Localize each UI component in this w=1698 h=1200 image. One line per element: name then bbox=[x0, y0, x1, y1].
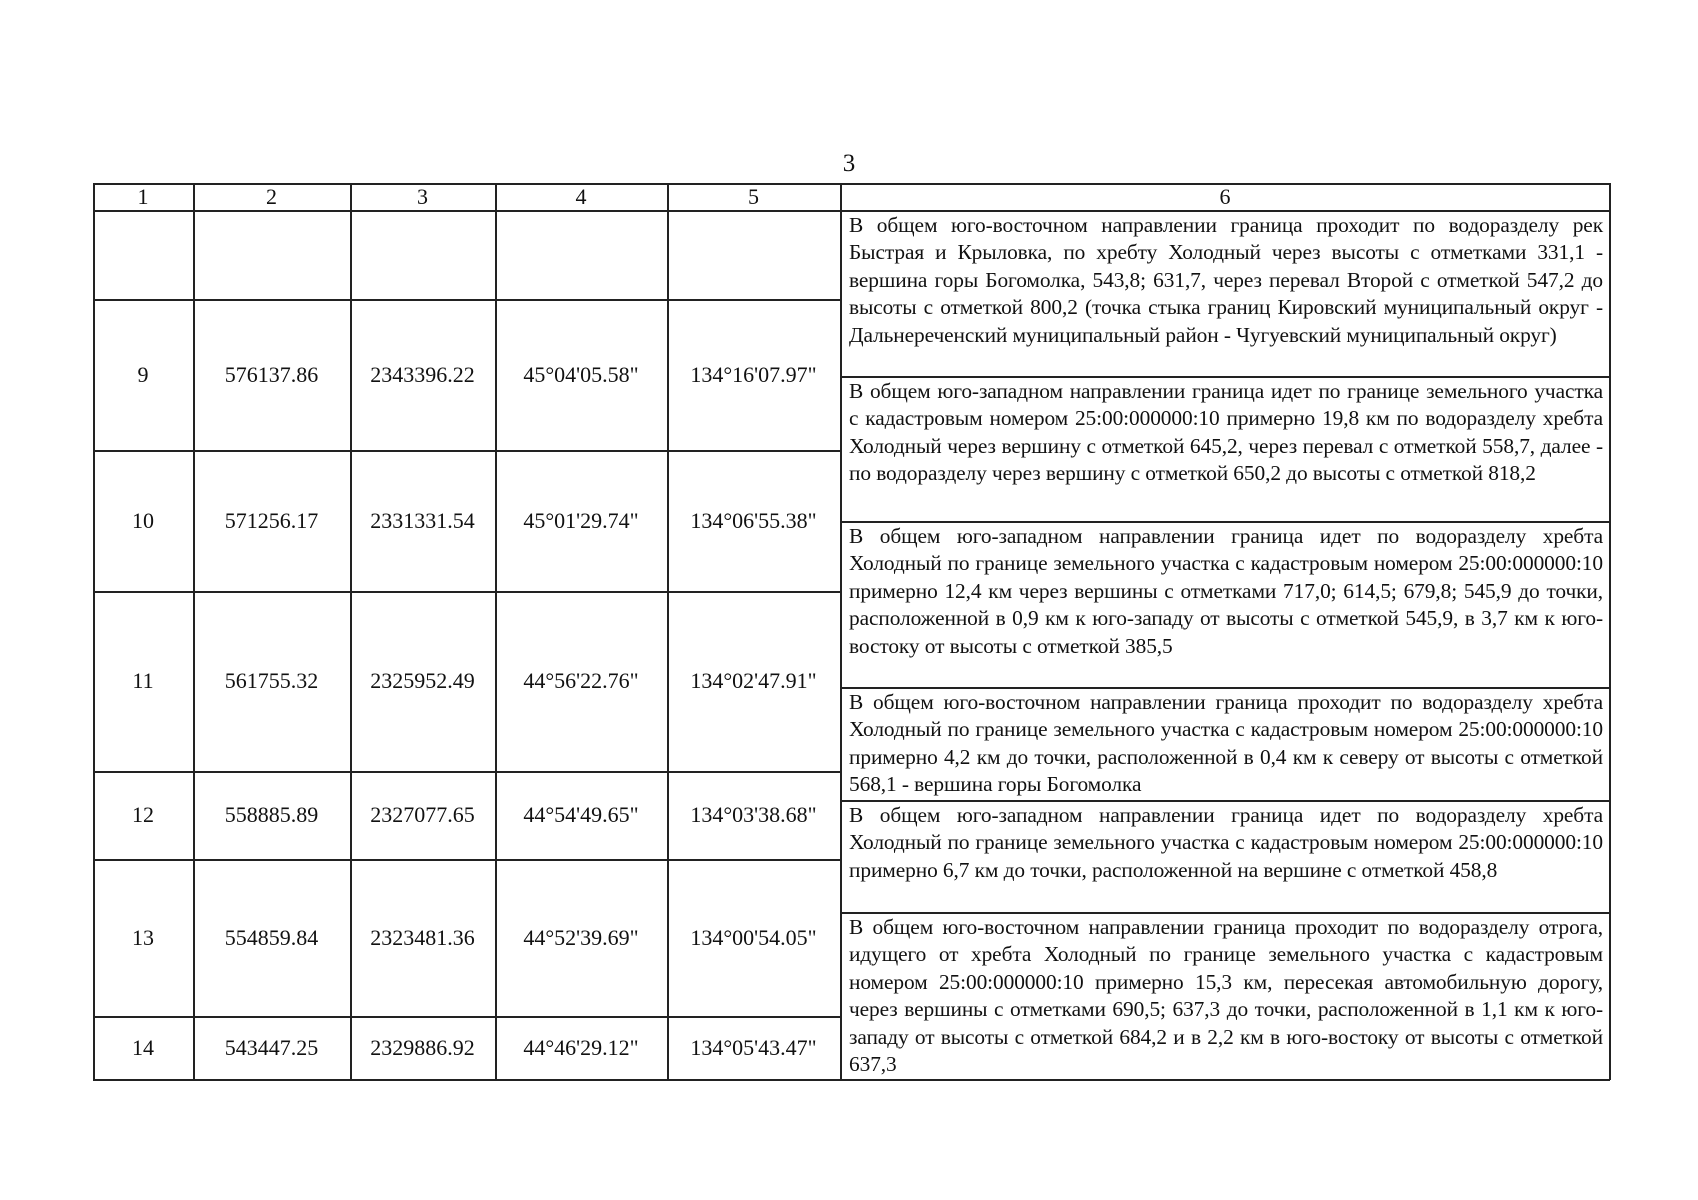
coord-x: 571256.17 bbox=[224, 507, 319, 533]
header-col-3: 3 bbox=[417, 183, 428, 209]
coord-y: 2325952.49 bbox=[370, 668, 475, 693]
longitude: 134°06'55.38" bbox=[690, 507, 817, 533]
coord-x: 554859.84 bbox=[224, 924, 319, 950]
boundary-description: В общем юго-восточном направлении граница проходит по водоразделу хребта Холодный по границе земельного участка с кадастровым номером 25:00:000000:10 примерно 4,2 км до точки, расположенной в 0,4 км к северу от высоты с отметкой 568,1 - вершина горы Богомолка bbox=[849, 690, 1603, 797]
latitude: 44°52'39.69" bbox=[523, 924, 639, 950]
point-number: 10 bbox=[132, 507, 154, 533]
header-col-6: 6 bbox=[1219, 183, 1231, 209]
coord-y: 2331331.54 bbox=[370, 507, 475, 533]
boundary-description: В общем юго-западном направлении граница идет по водоразделу хребта Холодный по границе земельного участка с кадастровым номером 25:00:000000:10 примерно 6,7 км до точки, расположенной на вершине с отметкой 458,8 bbox=[849, 803, 1603, 882]
longitude: 134°00'54.05" bbox=[690, 924, 817, 950]
coord-y: 2327077.65 bbox=[370, 802, 475, 827]
point-number: 11 bbox=[132, 668, 154, 693]
longitude: 134°05'43.47" bbox=[690, 1034, 817, 1060]
header-col-1: 1 bbox=[137, 183, 149, 209]
coord-y: 2343396.22 bbox=[370, 361, 475, 387]
header-col-4: 4 bbox=[575, 183, 587, 209]
point-number: 13 bbox=[132, 924, 154, 950]
coord-x: 558885.89 bbox=[224, 802, 319, 827]
coord-y: 2329886.92 bbox=[370, 1034, 475, 1060]
header-col-5: 5 bbox=[748, 183, 759, 209]
latitude: 44°46'29.12" bbox=[523, 1034, 639, 1060]
boundary-description: В общем юго-восточном направлении граница проходит по водоразделу рек Быстрая и Крыловка, по хребту Холодный через высоты с отметками 331,1 - вершина горы Богомолка, 543,8; 631,7, через перевал Второй с отметкой 547,2 до высоты с отметкой 800,2 (точка стыка границ Кировский муниципальный округ - Дальнереченский муниципальный район - Чугуевский муниципальный округ) bbox=[849, 213, 1603, 347]
coord-x: 576137.86 bbox=[224, 361, 319, 387]
latitude: 44°54'49.65" bbox=[523, 802, 639, 827]
point-number: 12 bbox=[132, 802, 154, 827]
boundary-description: В общем юго-западном направлении граница идет по водоразделу хребта Холодный по границе земельного участка с кадастровым номером 25:00:000000:10 примерно 12,4 км через вершины с отметками 717,0; 614,5; 679,8; 545,9 до точки, расположенной в 0,9 км к юго-западу от высоты с отметкой 545,9, в 3,7 км к юго-востоку от высоты с отметкой 385,5 bbox=[849, 524, 1603, 658]
coord-x: 561755.32 bbox=[224, 668, 319, 693]
point-number: 9 bbox=[137, 361, 149, 387]
coord-x: 543447.25 bbox=[224, 1034, 319, 1060]
latitude: 44°56'22.76" bbox=[523, 668, 639, 693]
longitude: 134°16'07.97" bbox=[690, 361, 817, 387]
latitude: 45°01'29.74" bbox=[523, 507, 639, 533]
boundary-points-table bbox=[93, 183, 1610, 1080]
boundary-description: В общем юго-восточном направлении граница проходит по водоразделу отрога, идущего от хребта Холодный по границе земельного участка с кадастровым номером 25:00:000000:10 примерно 15,3 км, пересекая автомобильную дорогу, через вершины с отметками 690,5; 637,3 до точки, расположенной в 1,1 км к юго-западу от высоты с отметкой 684,2 и в 2,2 км в юго-востоку от высоты с отметкой 637,3 bbox=[849, 915, 1603, 1077]
header-col-2: 2 bbox=[266, 183, 277, 209]
longitude: 134°03'38.68" bbox=[690, 802, 817, 827]
page-number: 3 bbox=[842, 150, 856, 177]
longitude: 134°02'47.91" bbox=[690, 668, 817, 693]
point-number: 14 bbox=[132, 1034, 154, 1060]
coord-y: 2323481.36 bbox=[370, 924, 475, 950]
boundary-description: В общем юго-западном направлении граница идет по границе земельного участка с кадастровым номером 25:00:000000:10 примерно 19,8 км по водоразделу хребта Холодный через вершину с отметкой 645,2, через перевал с отметкой 558,7, далее - по водоразделу через вершину с отметкой 650,2 до высоты с отметкой 818,2 bbox=[849, 379, 1603, 486]
latitude: 45°04'05.58" bbox=[523, 361, 639, 387]
